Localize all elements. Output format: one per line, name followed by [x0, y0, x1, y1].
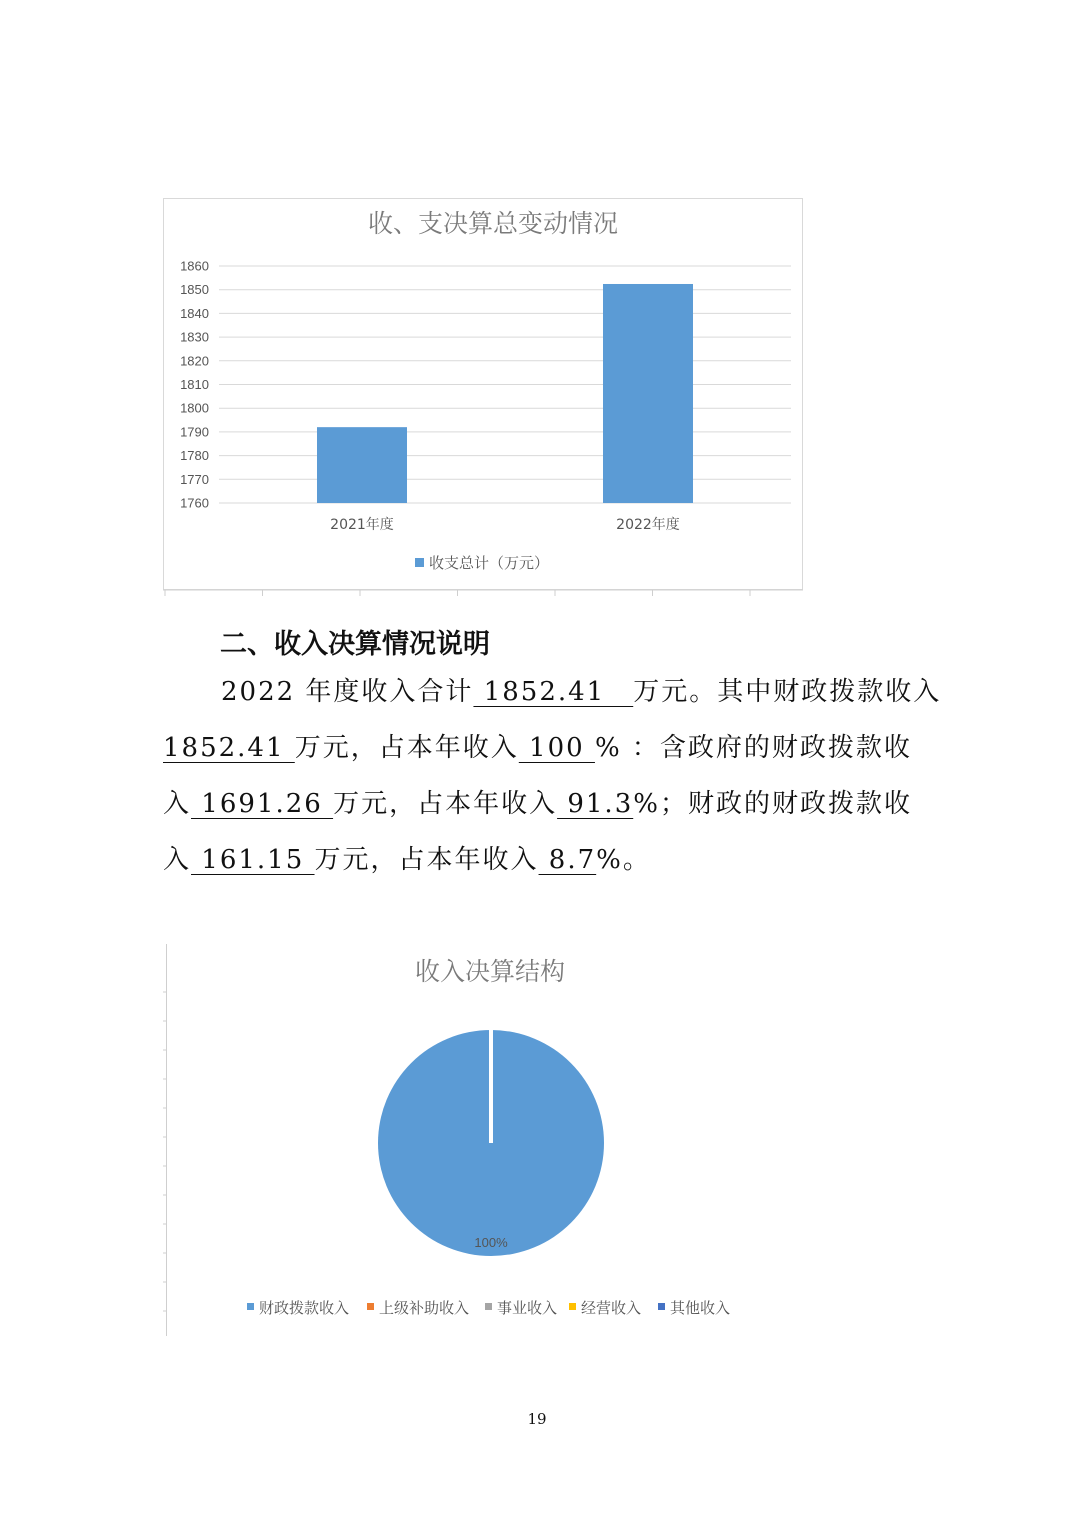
text: 万元。其中财政拨款收入	[633, 677, 942, 707]
x-tick-label: 2021年度	[330, 517, 394, 533]
y-tick-label: 1830	[180, 329, 209, 345]
pie-chart	[163, 944, 803, 1336]
bar-chart-legend	[415, 554, 549, 572]
legend-swatch	[247, 1303, 254, 1310]
y-tick-label: 1840	[180, 305, 209, 321]
legend-label: 财政拨款收入	[259, 1299, 350, 1317]
total-income-value: 1852.41	[473, 677, 634, 707]
legend-label: 事业收入	[497, 1299, 558, 1317]
bar-chart-y-axis	[180, 259, 209, 511]
pie-chart-ruler	[163, 992, 166, 1311]
text: %；财政的财政拨款收	[633, 789, 912, 819]
bar-chart-title: 收、支决算总变动情况	[367, 209, 619, 238]
text: 2022 年度收入合计	[221, 677, 474, 707]
x-tick-label: 2022年度	[616, 517, 680, 533]
fiscal-share-value: 100	[518, 733, 595, 763]
legend-label: 收支总计（万元）	[429, 554, 550, 572]
y-tick-label: 1810	[180, 377, 209, 392]
finance-fund-value: 161.15	[191, 845, 315, 875]
bar-chart-border	[164, 199, 803, 590]
bar-chart	[163, 198, 803, 596]
pie-chart-svg	[163, 944, 803, 1336]
y-tick-label: 1860	[180, 258, 209, 274]
pie-chart-slices	[378, 1030, 604, 1256]
text: 万元，占本年收入	[333, 789, 558, 819]
text: 万元，占本年收入	[314, 845, 539, 875]
legend-label: 经营收入	[581, 1299, 642, 1317]
y-tick-label: 1800	[180, 400, 209, 416]
y-tick-label: 1760	[180, 495, 209, 511]
government-share-value: 91.3	[557, 789, 634, 819]
fiscal-appropriation-value: 1852.41	[163, 733, 295, 763]
legend-swatch	[485, 1303, 492, 1310]
text: 入	[163, 845, 192, 875]
bar-chart-svg	[163, 198, 803, 596]
section-heading: 二、收入决算情况说明	[220, 629, 490, 660]
text: 万元，占本年收入	[294, 733, 519, 763]
text: 入	[163, 789, 192, 819]
y-tick-label: 1780	[180, 448, 209, 464]
y-tick-label: 1770	[180, 471, 209, 487]
pie-data-label: 100%	[474, 1235, 508, 1250]
legend-swatch	[658, 1303, 665, 1310]
legend-label: 其他收入	[670, 1299, 731, 1317]
legend-label: 上级补助收入	[379, 1299, 470, 1317]
text: %。	[596, 845, 651, 875]
paragraph-line-3	[163, 776, 923, 832]
finance-share-value: 8.7	[538, 845, 597, 875]
paragraph-line-1	[163, 664, 942, 720]
y-tick-label: 1850	[180, 282, 209, 298]
page-number: 19	[527, 1410, 547, 1428]
pie-chart-title: 收入决算结构	[414, 957, 566, 986]
legend-swatch	[569, 1303, 576, 1310]
y-tick-label: 1820	[180, 353, 209, 369]
legend-swatch	[415, 558, 424, 567]
y-tick-label: 1790	[180, 424, 209, 440]
income-paragraph	[163, 664, 942, 888]
bar	[603, 284, 693, 503]
bar-chart-ruler	[165, 590, 750, 596]
legend-swatch	[367, 1303, 374, 1310]
bar	[317, 427, 407, 503]
pie-chart-legend	[247, 1299, 730, 1317]
text: % ：含政府的财政拨款收	[594, 733, 912, 763]
government-fund-value: 1691.26	[191, 789, 334, 819]
paragraph-line-2	[163, 720, 923, 776]
paragraph-line-4	[163, 832, 923, 888]
